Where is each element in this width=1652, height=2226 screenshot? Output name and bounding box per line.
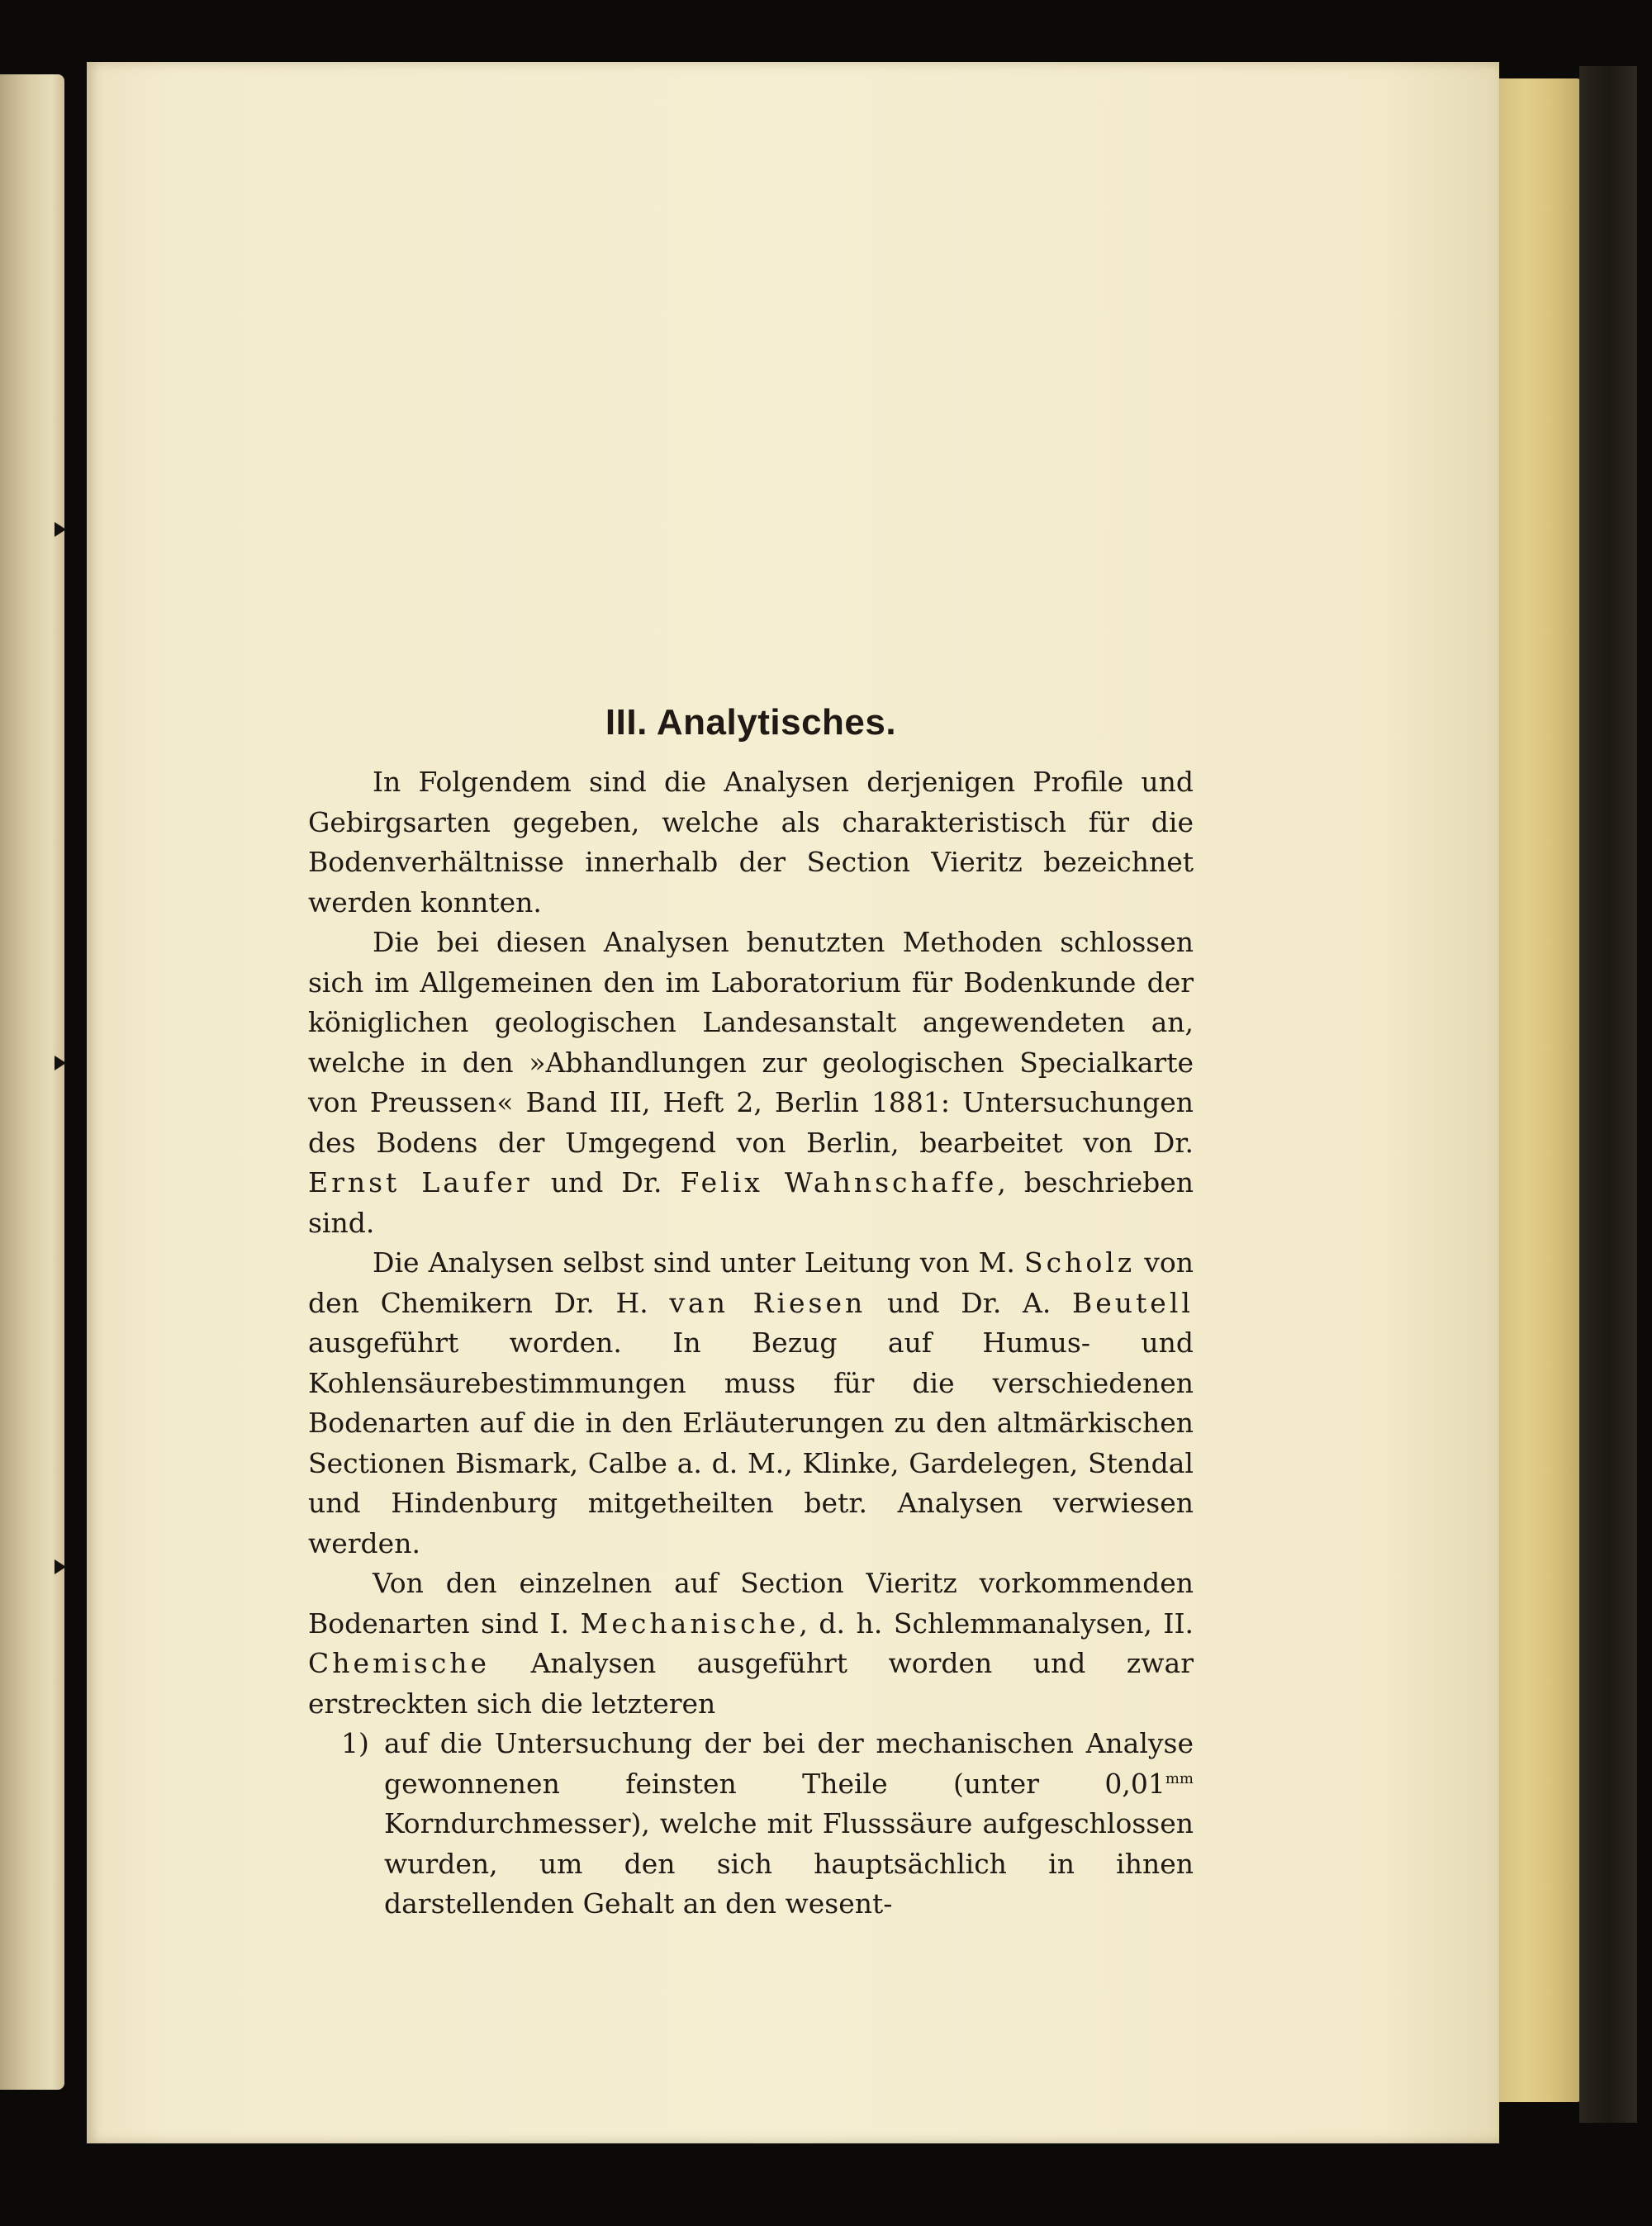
- paragraph-text: , d. h. Schlemmanalysen, II.: [799, 1607, 1194, 1640]
- list-number: 1): [341, 1727, 369, 1759]
- margin-marker: [55, 1559, 66, 1574]
- author-name: Ernst Laufer: [308, 1166, 533, 1198]
- list-item-1: [308, 1724, 1194, 1925]
- paragraph-text: In Folgendem sind die Analysen derjenigen Profile und Gebirgsarten gegeben, welche als charakteristisch für die Bodenverhältnisse innerhalb der Section Vieritz bezeichnet werden konnten.: [308, 766, 1194, 918]
- margin-marker: [55, 1056, 66, 1070]
- person-name: Scholz: [1024, 1246, 1136, 1279]
- term: Chemische: [308, 1647, 491, 1679]
- paragraph-4: [308, 1564, 1194, 1724]
- unit-superscript: mm: [1165, 1769, 1194, 1787]
- facing-page-edge: [0, 74, 64, 2090]
- paragraph-text: ausgeführt worden. In Bezug auf Humus- und Kohlensäurebestimmungen muss für die verschiedenen Bodenarten auf die in den Erläuterungen zu den altmärkischen Sectionen Bismark, Calbe a. d. M., Klinke, Gardelegen, Stendal und Hindenburg mitgetheilten betr. Analysen verwiesen werden.: [308, 1327, 1194, 1559]
- page-stack-edge: [1487, 78, 1582, 2102]
- margin-marker: [55, 522, 66, 537]
- term: Mechanische: [580, 1607, 800, 1640]
- book-cover-edge: [1579, 66, 1637, 2123]
- list-text: Korndurchmesser), welche mit Flusssäure aufgeschlossen wurden, um den sich hauptsächlich in ihnen darstellenden Gehalt an den wesent-: [384, 1807, 1194, 1920]
- paragraph-3: [308, 1243, 1194, 1564]
- person-name: van Riesen: [669, 1286, 866, 1319]
- paragraph-text: und Dr. A.: [886, 1286, 1051, 1319]
- paragraph-1: [308, 762, 1194, 923]
- paragraph-text: Von den einzelnen auf Section Vieritz vorkommenden Bodenarten sind I.: [308, 1567, 1194, 1640]
- paragraph-text: von den Chemikern Dr. H.: [308, 1246, 1194, 1319]
- author-name: Felix Wahnschaffe: [680, 1166, 998, 1198]
- paragraph-text: und Dr.: [550, 1166, 662, 1198]
- list-text: auf die Untersuchung der bei der mechanischen Analyse gewonnenen feinsten Theile (unter 0,01: [384, 1727, 1194, 1800]
- paragraph-text: Die bei diesen Analysen benutzten Methoden schlossen sich im Allgemeinen den im Laboratorium für Bodenkunde der königlichen geologischen Landesanstalt angewendeten an, welche in den »Abhandlungen zur geologischen Specialkarte von Preussen« Band III, Heft 2, Berlin 1881: Untersuchungen des Bodens der Umgegend von Berlin, bearbeitet von Dr.: [308, 926, 1194, 1159]
- paragraph-text: , beschrieben sind.: [308, 1166, 1194, 1239]
- paragraph-text: Die Analysen selbst sind unter Leitung von M.: [373, 1246, 1015, 1279]
- section-heading: III. Analytisches.: [605, 702, 897, 743]
- page-content: [308, 698, 1194, 1925]
- paragraph-2: [308, 923, 1194, 1243]
- person-name: Beutell: [1072, 1286, 1194, 1319]
- paragraph-text: Analysen ausgeführt worden und zwar erstreckten sich die letzteren: [308, 1647, 1194, 1720]
